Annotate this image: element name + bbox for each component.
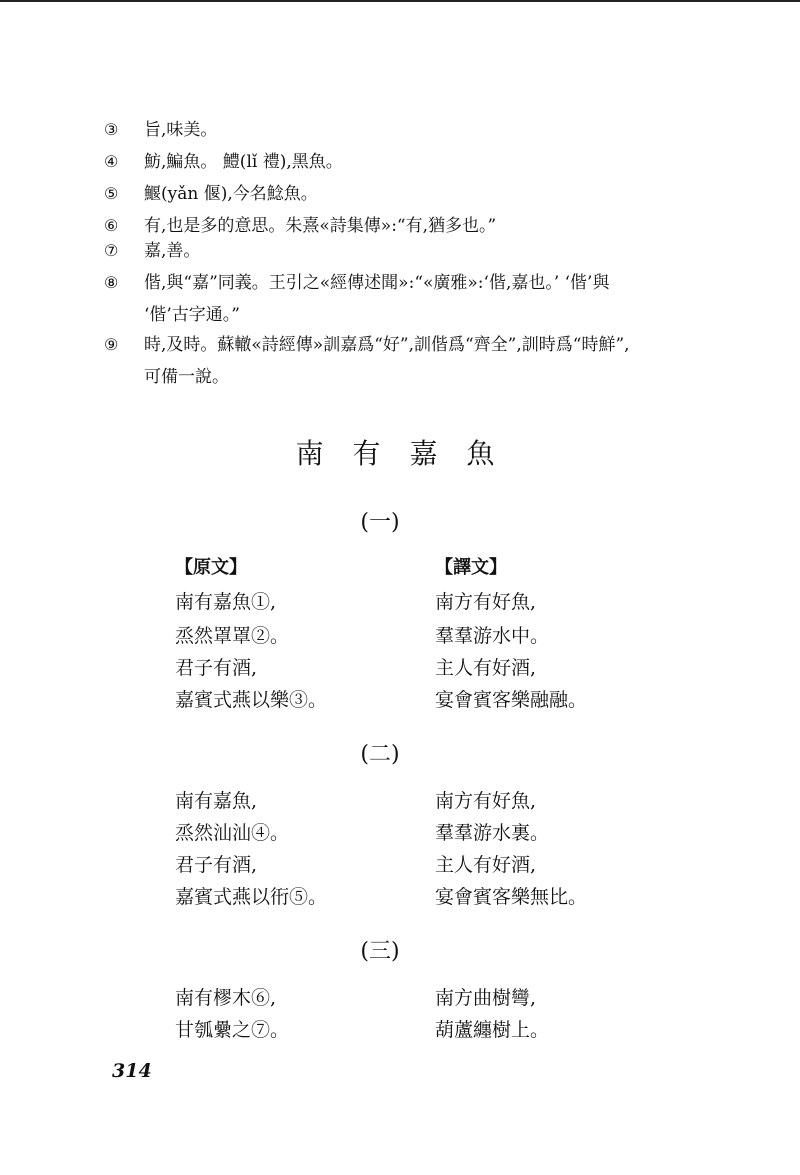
footnote-text: 魴,鯿魚。 鱧(lǐ 禮),黑魚。 (144, 152, 343, 172)
footnote-text: 鰋(yǎn 偃),今名鯰魚。 (144, 184, 318, 204)
footnote-number: ③ (104, 120, 119, 139)
footnote-text: 時,及時。蘇轍«詩經傳»訓嘉爲“好”,訓偕爲“齊全”,訓時爲“時鮮”, (144, 335, 630, 355)
footnote-text: 偕,與“嘉”同義。王引之«經傳述聞»:“«廣雅»:‘偕,嘉也。’ ‘偕’與 (144, 273, 610, 293)
translation-line: 羣羣游水裏。 (435, 822, 550, 844)
original-line: 嘉賓式燕以樂③。 (175, 689, 328, 711)
translation-line: 宴會賓客樂無比。 (435, 886, 588, 908)
footnote-text: 嘉,善。 (144, 241, 201, 261)
translation-line: 南方有好魚, (435, 790, 537, 812)
translation-line: 主人有好酒, (435, 657, 537, 679)
translation-header: 【譯文】 (435, 557, 507, 578)
footnote-number: ⑥ (104, 216, 119, 235)
original-line: 烝然罩罩②。 (175, 625, 290, 647)
footnote-text: 旨,味美。 (144, 120, 218, 140)
original-line: 君子有酒, (175, 854, 258, 876)
original-line: 南有嘉魚①, (175, 591, 277, 613)
original-line: 甘瓠纍之⑦。 (175, 1019, 290, 1041)
poem-title: 南 有 嘉 魚 (295, 437, 505, 470)
footnote-text-continued: 可備一說。 (144, 367, 229, 387)
original-line: 南有嘉魚, (175, 790, 258, 812)
top-border-rule (0, 0, 800, 2)
translation-line: 羣羣游水中。 (435, 625, 550, 647)
stanza-label-3: (三) (360, 939, 400, 964)
original-line: 南有樛木⑥, (175, 987, 277, 1009)
footnote-number: ⑦ (104, 241, 119, 260)
translation-line: 宴會賓客樂融融。 (435, 689, 588, 711)
stanza-label-1: (一) (360, 510, 400, 535)
original-line: 烝然汕汕④。 (175, 822, 290, 844)
translation-line: 主人有好酒, (435, 854, 537, 876)
original-line: 嘉賓式燕以衎⑤。 (175, 886, 328, 908)
original-text-header: 【原文】 (175, 557, 247, 578)
footnote-text: 有,也是多的意思。朱熹«詩集傳»:“有,猶多也。” (144, 216, 497, 236)
footnote-number: ⑤ (104, 184, 119, 203)
stanza-label-2: (二) (360, 742, 400, 767)
footnote-number: ⑨ (104, 335, 119, 354)
footnote-number: ⑧ (104, 273, 119, 292)
footnote-number: ④ (104, 152, 119, 171)
footnote-text-continued: ‘偕’古字通。” (144, 305, 240, 325)
translation-line: 南方曲樹彎, (435, 987, 537, 1009)
translation-line: 南方有好魚, (435, 591, 537, 613)
original-line: 君子有酒, (175, 657, 258, 679)
translation-line: 葫蘆纏樹上。 (435, 1019, 550, 1041)
page-number: 314 (112, 1060, 152, 1082)
